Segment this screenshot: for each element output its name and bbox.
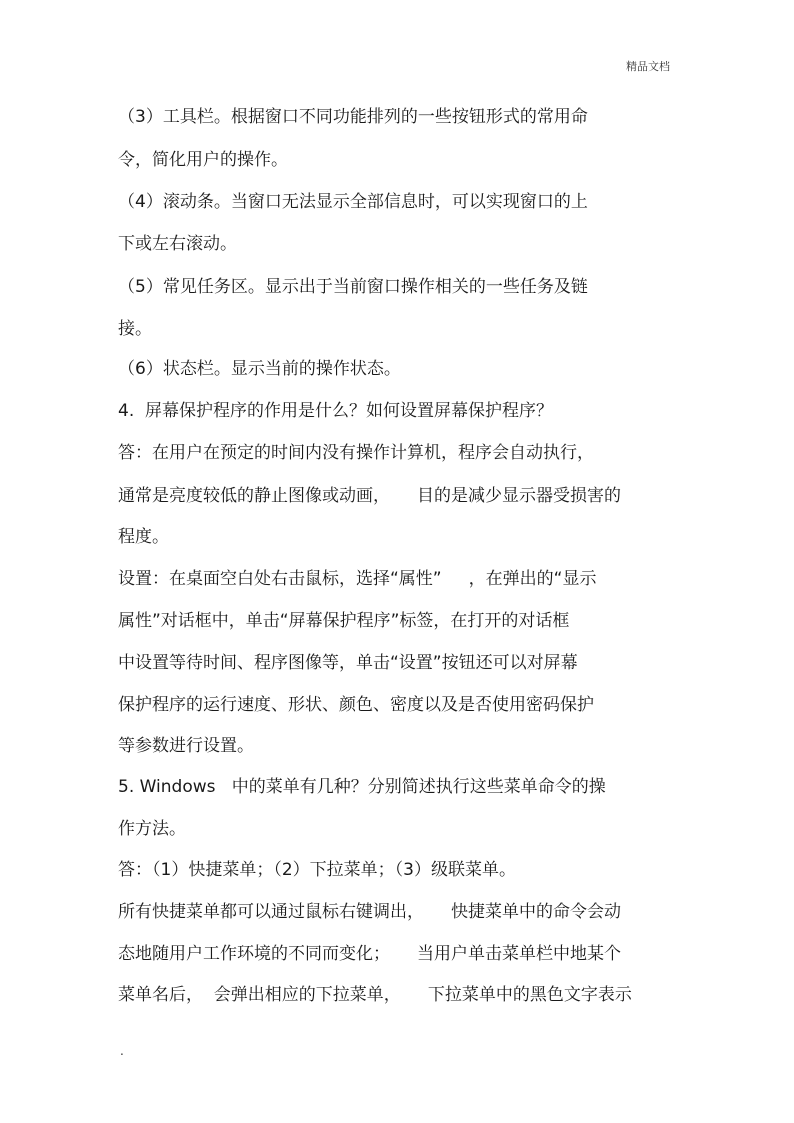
text-line: 保护程序的运行速度、形状、颜色、密度以及是否使用密码保护 bbox=[118, 695, 594, 715]
text-line: 答：在用户在预定的时间内没有操作计算机，程序会自动执行， bbox=[118, 443, 594, 463]
question-5: 5. Windows 中的菜单有几种？分别简述执行这些菜单命令的操 bbox=[118, 777, 606, 797]
question-4: 4. 屏幕保护程序的作用是什么？如何设置屏幕保护程序？ bbox=[118, 401, 554, 421]
text-line: （6）状态栏。显示当前的操作状态。 bbox=[118, 359, 401, 379]
text-line: 菜单名后， 会弹出相应的下拉菜单， 下拉菜单中的黑色文字表示 bbox=[118, 985, 632, 1005]
text-line: 下或左右滚动。 bbox=[118, 234, 237, 254]
text-line: （4）滚动条。当窗口无法显示全部信息时，可以实现窗口的上 bbox=[118, 192, 588, 212]
text-line: 作方法。 bbox=[118, 819, 186, 839]
text-line: 态地随用户工作环境的不同而变化； 当用户单击菜单栏中地某个 bbox=[118, 944, 622, 964]
footer-dot: . bbox=[120, 1044, 124, 1058]
text-line: 设置：在桌面空白处右击鼠标，选择“属性” ，在弹出的“显示 bbox=[118, 569, 597, 589]
text-line: （5）常见任务区。显示出于当前窗口操作相关的一些任务及链 bbox=[118, 277, 588, 297]
header-watermark: 精品文档 bbox=[626, 60, 670, 73]
text-line: 通常是亮度较低的静止图像或动画， 目的是减少显示器受损害的 bbox=[118, 486, 622, 506]
text-line: 答：（1）快捷菜单；（2）下拉菜单；（3）级联菜单。 bbox=[118, 860, 516, 880]
text-line: 属性”对话框中，单击“屏幕保护程序”标签，在打开的对话框 bbox=[118, 611, 570, 631]
text-line: 程度。 bbox=[118, 527, 169, 547]
text-line: 令，简化用户的操作。 bbox=[118, 150, 288, 170]
text-line: （3）工具栏。根据窗口不同功能排列的一些按钮形式的常用命 bbox=[118, 107, 588, 127]
text-line: 中设置等待时间、程序图像等，单击“设置”按钮还可以对屏幕 bbox=[118, 653, 578, 673]
text-line: 接。 bbox=[118, 319, 152, 339]
text-line: 所有快捷菜单都可以通过鼠标右键调出， 快捷菜单中的命令会动 bbox=[118, 902, 622, 922]
text-line: 等参数进行设置。 bbox=[118, 736, 254, 756]
